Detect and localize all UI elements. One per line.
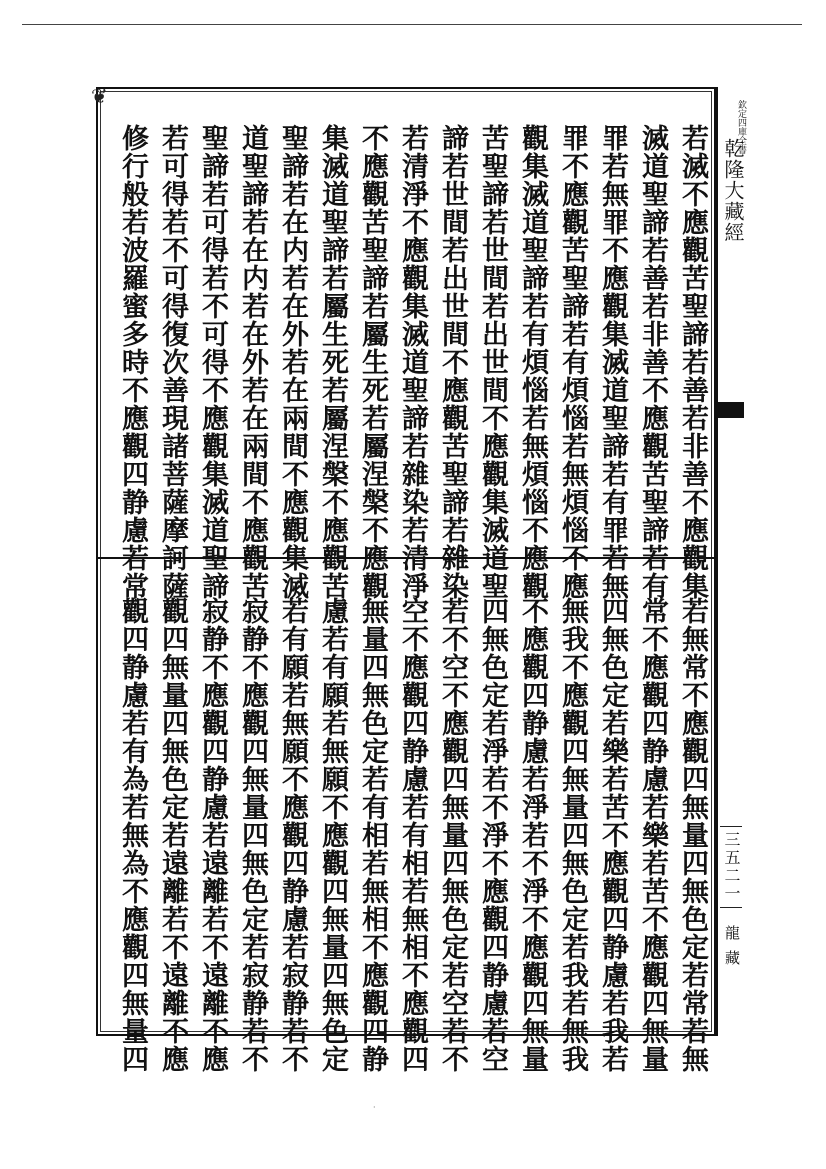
page-number-box — [720, 826, 742, 908]
text-column: 諦若世間若出世間不應觀苦聖諦若雜染 — [437, 124, 468, 600]
text-column: 若清淨不應觀集滅道聖諦若雜染若清淨 — [397, 124, 428, 600]
edge-bar — [718, 402, 744, 418]
right-rule — [716, 87, 718, 1036]
text-column: 若無常不應觀四無量四無色定若常若無 — [677, 597, 708, 1073]
text-column: 若不空不應觀四無量四無色定若空若不 — [437, 597, 468, 1073]
text-column: 滅道聖諦若善若非善不應觀苦聖諦若有 — [637, 124, 668, 600]
text-column: 觀集滅道聖諦若有煩惱若無煩惱不應觀 — [517, 124, 548, 600]
text-column: 寂静不應觀四静慮若遠離若不遠離不應 — [197, 597, 228, 1073]
title-main: 乾隆大藏經 — [721, 138, 745, 243]
text-column: 慮若有願若無願不應觀四無量四無色定 — [317, 597, 348, 1073]
text-column: 若滅不應觀苦聖諦若善若非善不應觀集 — [677, 124, 708, 600]
text-column: 若可得若不可得復次善現諸菩薩摩訶薩 — [157, 124, 188, 600]
text-column: 苦聖諦若世間若出世間不應觀集滅道聖 — [477, 124, 508, 600]
text-column: 不應觀苦聖諦若屬生死若屬涅槃不應觀 — [357, 124, 388, 600]
text-column: 聖諦若可得若不可得不應觀集滅道聖諦 — [197, 124, 228, 600]
text-column: 無量四無色定若有相若無相不應觀四静 — [357, 597, 388, 1073]
text-column: 道聖諦若在内若在外若在兩間不應觀苦 — [237, 124, 268, 600]
corner-ornament-icon: ❦ — [91, 84, 108, 108]
text-column: 若有願若無願不應觀四静慮若寂静若不 — [277, 597, 308, 1073]
running-title — [720, 100, 746, 280]
text-column: 觀四静慮若有為若無為不應觀四無量四 — [117, 597, 148, 1073]
text-column: 罪不應觀苦聖諦若有煩惱若無煩惱不應 — [557, 124, 588, 600]
text-column: 罪若無罪不應觀集滅道聖諦若有罪若無 — [597, 124, 628, 600]
text-column: 四無色定若淨若不淨不應觀四静慮若空 — [477, 597, 508, 1073]
text-column: 寂静不應觀四無量四無色定若寂静若不 — [237, 597, 268, 1073]
side-mark: 龍藏 — [723, 925, 741, 975]
text-column: 集滅道聖諦若屬生死若屬涅槃不應觀苦 — [317, 124, 348, 600]
text-column: 四無色定若樂若苦不應觀四静慮若我若 — [597, 597, 628, 1073]
text-column: 修行般若波羅蜜多時不應觀四静慮若常 — [117, 124, 148, 600]
page-number: 三五二一 — [722, 831, 741, 903]
text-column: 不應觀四静慮若淨若不淨不應觀四無量 — [517, 597, 548, 1073]
text-column: 空不應觀四静慮若有相若無相不應觀四 — [397, 597, 428, 1073]
text-column: 聖諦若在内若在外若在兩間不應觀集滅 — [277, 124, 308, 600]
scan-speck: · — [373, 1103, 376, 1112]
text-column: 觀四無量四無色定若遠離若不遠離不應 — [157, 597, 188, 1073]
top-rule — [22, 24, 802, 25]
text-column: 常不應觀四静慮若樂若苦不應觀四無量 — [637, 597, 668, 1073]
text-column: 無我不應觀四無量四無色定若我若無我 — [557, 597, 588, 1073]
title-small-label: 欽定四庫全書 — [736, 100, 746, 154]
